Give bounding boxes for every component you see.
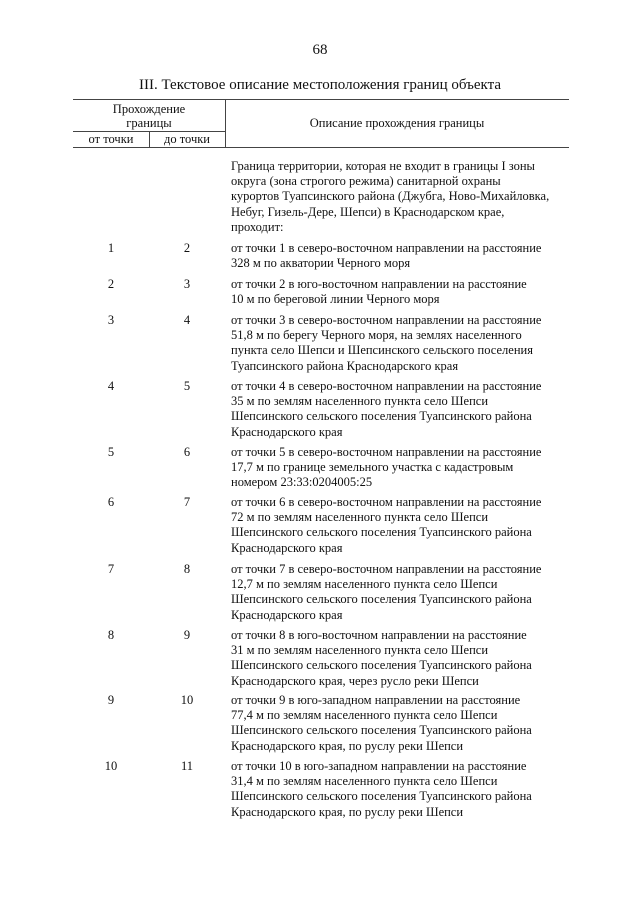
row-to-point: 2	[183, 241, 191, 255]
row-line: от точки 9 в юго-западном направлении на расстояние	[231, 693, 521, 707]
row-line: от точки 5 в северо-восточном направлении на расстояние	[231, 445, 542, 459]
row-description	[231, 693, 571, 754]
row-line: Шепсинского сельского поселения Туапсинского района	[231, 658, 532, 673]
row-from-point: 2	[107, 277, 115, 291]
row-to-point: 4	[183, 313, 191, 327]
table-top-rule	[73, 99, 569, 100]
row-line: Шепсинского сельского поселения Туапсинского района	[231, 789, 532, 804]
row-from-point: 4	[107, 379, 115, 393]
row-line: Краснодарского края	[231, 540, 343, 555]
row-from-point: 1	[107, 241, 115, 255]
header-description: Описание прохождения границы	[309, 116, 485, 130]
row-from-point: 8	[107, 628, 115, 642]
row-from-point: 6	[107, 495, 115, 509]
row-description	[231, 495, 571, 556]
row-to-point: 9	[183, 628, 191, 642]
row-line: Шепсинского сельского поселения Туапсинского района	[231, 723, 532, 738]
row-line: 12,7 м по землям населенного пункта село Шепси	[231, 577, 498, 592]
row-from-point: 5	[107, 445, 115, 459]
row-line: от точки 8 в юго-восточном направлении на расстояние	[231, 628, 527, 642]
row-line: от точки 2 в юго-восточном направлении на расстояние	[231, 277, 527, 291]
row-to-point: 3	[183, 277, 191, 291]
row-line: 77,4 м по землям населенного пункта село Шепси	[231, 708, 498, 723]
intro-line: округа (зона строгого режима) санитарной охраны	[231, 174, 501, 189]
row-description	[231, 379, 571, 440]
row-description	[231, 445, 571, 491]
row-line: Краснодарского края	[231, 424, 343, 439]
row-line: 31,4 м по землям населенного пункта село Шепси	[231, 774, 498, 789]
section-title: III. Текстовое описание местоположения границ объекта	[138, 77, 502, 93]
row-line: 31 м по землям населенного пункта село Шепси	[231, 643, 489, 658]
row-line: 328 м по акватории Черного моря	[231, 256, 411, 271]
intro-line: проходит:	[231, 219, 284, 234]
row-line: 17,7 м по границе земельного участка с кадастровым	[231, 460, 514, 475]
row-to-point: 7	[183, 495, 191, 509]
row-line: 35 м по землям населенного пункта село Шепси	[231, 394, 489, 409]
intro-line: Граница территории, которая не входит в границы I зоны	[231, 159, 535, 173]
row-to-point: 10	[180, 693, 194, 707]
row-description	[231, 313, 571, 374]
row-line: Шепсинского сельского поселения Туапсинского района	[231, 592, 532, 607]
header-passage-line2: границы	[126, 116, 172, 130]
header-passage	[73, 102, 225, 130]
row-line: 51,8 м по берегу Черного моря, на землях населенного	[231, 328, 522, 343]
row-line: Шепсинского сельского поселения Туапсинского района	[231, 409, 532, 424]
row-description	[231, 277, 571, 307]
row-line: от точки 6 в северо-восточном направлении на расстояние	[231, 495, 542, 509]
row-line: пункта село Шепси и Шепсинского сельского поселения	[231, 343, 533, 358]
row-line: от точки 7 в северо-восточном направлении на расстояние	[231, 562, 542, 576]
row-to-point: 11	[180, 759, 194, 773]
row-description	[231, 241, 571, 271]
row-line: от точки 4 в северо-восточном направлении на расстояние	[231, 379, 542, 393]
row-line: 10 м по береговой линии Черного моря	[231, 292, 440, 307]
row-line: Краснодарского края	[231, 607, 343, 622]
row-to-point: 6	[183, 445, 191, 459]
row-line: Краснодарского края, по руслу реки Шепси	[231, 738, 464, 753]
row-line: от точки 3 в северо-восточном направлении на расстояние	[231, 313, 542, 327]
row-line: Краснодарского края, по руслу реки Шепси	[231, 804, 464, 819]
header-bottom-rule	[73, 147, 569, 148]
row-to-point: 8	[183, 562, 191, 576]
row-description	[231, 562, 571, 623]
page-number: 68	[312, 42, 328, 58]
row-from-point: 10	[104, 759, 118, 773]
header-from-point: от точки	[88, 132, 134, 146]
intro-line: курортов Туапсинского района (Джубга, Ново-Михайловка,	[231, 189, 550, 204]
row-line: Туапсинского района Краснодарского края	[231, 358, 459, 373]
header-to-point: до точки	[163, 132, 210, 146]
row-from-point: 7	[107, 562, 115, 576]
row-line: Шепсинского сельского поселения Туапсинского района	[231, 525, 532, 540]
intro-description	[231, 159, 571, 235]
row-description	[231, 759, 571, 820]
row-line: Краснодарского края, через русло реки Шепси	[231, 673, 479, 688]
row-line: 72 м по землям населенного пункта село Шепси	[231, 510, 489, 525]
row-from-point: 9	[107, 693, 115, 707]
row-description	[231, 628, 571, 689]
header-passage-line1: Прохождение	[112, 102, 186, 116]
row-to-point: 5	[183, 379, 191, 393]
row-from-point: 3	[107, 313, 115, 327]
intro-line: Небуг, Гизель-Дере, Шепси) в Краснодарском крае,	[231, 204, 505, 219]
row-line: номером 23:33:0204005:25	[231, 475, 373, 490]
row-line: от точки 1 в северо-восточном направлении на расстояние	[231, 241, 542, 255]
row-line: от точки 10 в юго-западном направлении на расстояние	[231, 759, 527, 773]
